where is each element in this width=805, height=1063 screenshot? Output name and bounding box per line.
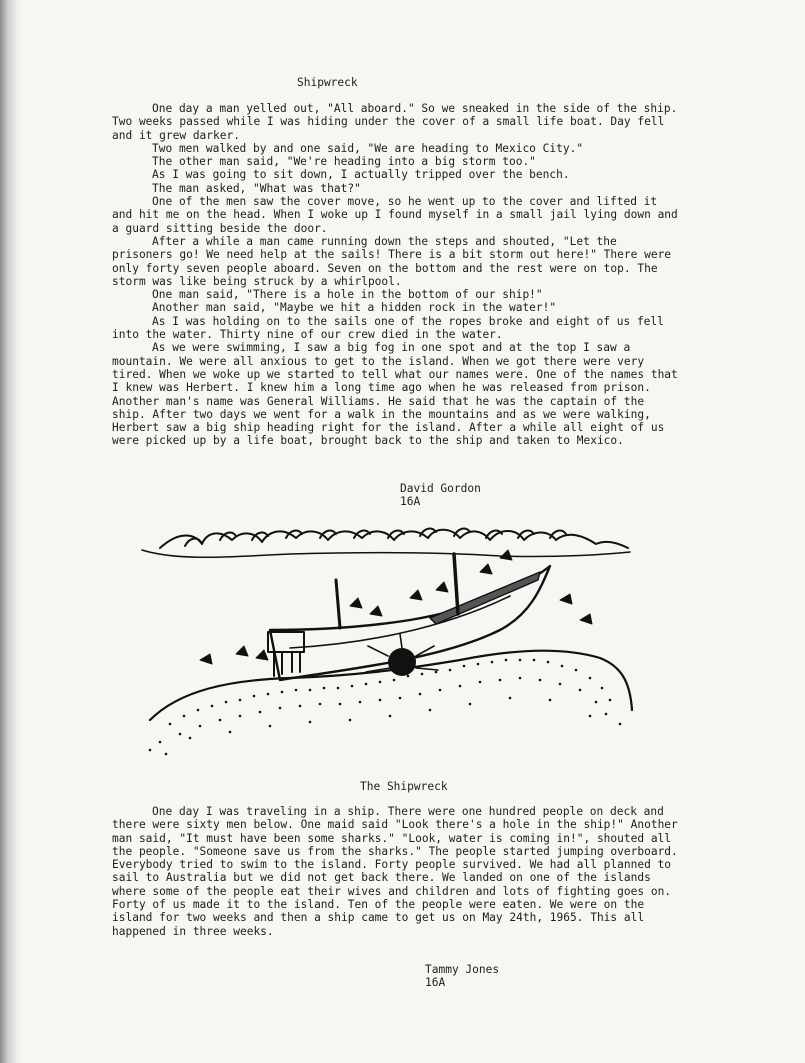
- story1-paragraph: After a while a man came running down the steps and shouted, "Let the prisoners go! We need help at the sails! There is a bit storm out here!" There were only forty seven people aboard. Seven on the bottom and the rest were on top. The storm was like being struck by a whirlpool.: [112, 234, 672, 288]
- story1-paragraph: One day a man yelled out, "All aboard." So we sneaked in the side of the ship. Two weeks passed while I was hiding under the cover of a small life boat. Day fell and it grew darker.: [112, 102, 678, 142]
- story2-body: [112, 805, 682, 938]
- story1-author: David Gordon: [400, 482, 481, 495]
- story1-paragraph: The man asked, "What was that?": [152, 181, 361, 195]
- story2-author: Tammy Jones: [425, 963, 500, 976]
- story1-title: Shipwreck: [297, 76, 358, 89]
- story2-paragraph: One day I was traveling in a ship. There were one hundred people on deck and there were sixty men below. One maid said "Look there's a hole in the ship!" Another man said, "It must have been some sharks." "Look, water is coming in!", shouted all the people. "Someone save us from the sharks." The people started jumping overboard. Everybody tried to swim to the island. Forty people survived. We had all planned to sail to Australia but we did not get back there. We landed on one of the islands where some of the people eat their wives and children and lots of fighting goes on. Forty of us made it to the island. Ten of the people were eaten. We were on the island for two weeks and then a ship came to get us on May 24th, 1965. This all happened in three weeks.: [112, 805, 678, 938]
- shipwreck-drawing-icon: [140, 510, 640, 760]
- story1-paragraph: As I was holding on to the sails one of the ropes broke and eight of us fell into the water. Thirty nine of our crew died in the water.: [112, 314, 664, 342]
- story1-paragraph: One man said, "There is a hole in the bottom of our ship!": [152, 288, 543, 302]
- story1-body: [112, 102, 682, 448]
- story2-signature: [425, 963, 499, 989]
- page-binding-shadow: [0, 0, 22, 1063]
- story1-class: 16A: [400, 495, 421, 508]
- story1-signature: [400, 482, 481, 508]
- story1-paragraph: As I was going to sit down, I actually tripped over the bench.: [152, 168, 570, 182]
- story1-paragraph: Two men walked by and one said, "We are heading to Mexico City.": [152, 141, 584, 155]
- story1-paragraph: Another man said, "Maybe we hit a hidden rock in the water!": [152, 301, 557, 315]
- story1-paragraph: As we were swimming, I saw a big fog in one spot and at the top I saw a mountain. We were all anxious to get to the island. When we got there were very tired. When we woke up we started to tell what our names were. One of the names that I knew was Herbert. I knew him a long time ago when he was released from prison. Another man's name was General Williams. He said that he was the captain of the ship. After two days we went for a walk in the mountains and as we were walking, Herbert saw a big ship heading right for the island. After a while all eight of us were picked up by a life boat, brought back to the ship and taken to Mexico.: [112, 341, 678, 448]
- story2-class: 16A: [425, 976, 446, 989]
- story2-title: The Shipwreck: [360, 780, 448, 793]
- story1-paragraph: The other man said, "We're heading into a big storm too.": [152, 155, 536, 169]
- story1-paragraph: One of the men saw the cover move, so he went up to the cover and lifted it and hit me on the head. When I woke up I found myself in a small jail lying down and a guard sitting beside the door.: [112, 195, 678, 235]
